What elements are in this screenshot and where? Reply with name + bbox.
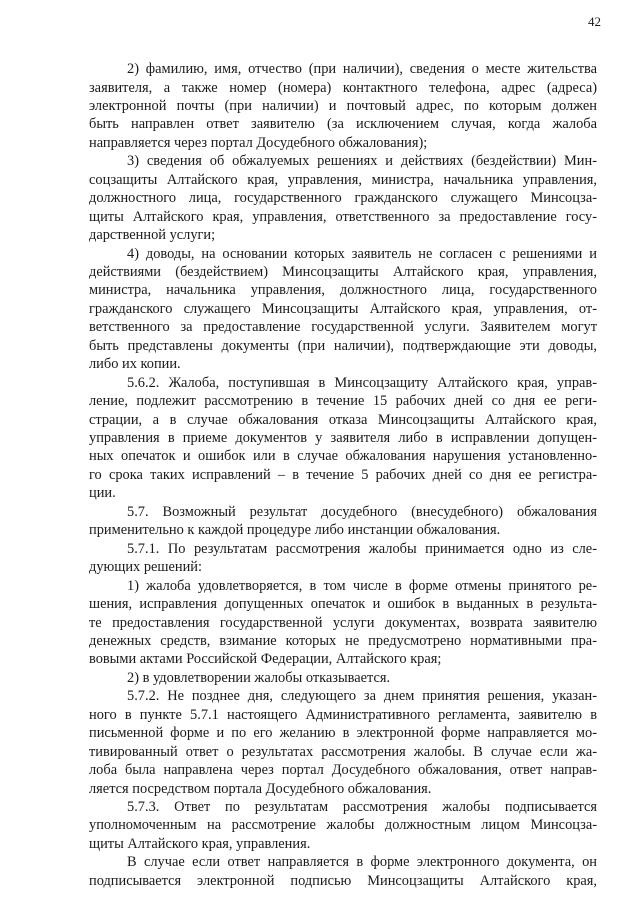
text-line: щиты Алтайского края, управления, ответственного за предоставление госу- [89, 208, 597, 225]
text-line: В случае если ответ направляется в форме электронного документа, он [127, 854, 597, 871]
text-line: уполномоченным на рассмотрение жалобы должностным лицом Минсоцза- [89, 817, 597, 834]
text-line: быть направлен ответ заявителю (за исключением случая, когда жалоба [89, 116, 597, 133]
text-line: дарственной услуги; [89, 227, 216, 243]
text-line: 2) в удовлетворении жалобы отказывается. [127, 669, 391, 686]
text-line: ного в пункте 5.7.1 настоящего Административного регламента, заявителю в [89, 706, 597, 723]
text-line: 5.7.3. Ответ по результатам рассмотрения жалобы подписывается [127, 799, 597, 815]
text-line: го срока таких исправлений – в течение 5 рабочих дней со дня ее регистра- [89, 466, 597, 483]
text-line: страции, а в случае обжалования отказа Минсоцзащиты Алтайского края, [89, 411, 597, 428]
text-line: ных опечаток и ошибок или в случае обжалования нарушения установленно- [89, 448, 597, 465]
text-line: министра, начальника управления, должностного лица, государственного [89, 282, 597, 299]
page-number: 42 [588, 14, 601, 29]
text-line: ляется посредством портала Досудебного обжалования. [89, 780, 432, 797]
text-line: направляется через портал Досудебного обжалования); [89, 134, 428, 151]
text-line: те предоставления государственной услуги документах, возврата заявителю [89, 614, 597, 631]
text-line: 5.6.2. Жалоба, поступившая в Минсоцзащиту Алтайского края, управ- [127, 374, 597, 391]
text-line: 1) жалоба удовлетворяется, в том числе в форме отмены принятого ре- [127, 577, 597, 594]
text-line: действиями (бездействием) Минсоцзащиты Алтайского края, управления, [89, 263, 597, 280]
text-line: либо их копии. [89, 356, 181, 373]
text-line: шения, исправления допущенных опечаток и ошибок в выданных в результа- [89, 596, 597, 612]
text-line: 5.7.1. По результатам рассмотрения жалобы принимается одно из сле- [127, 540, 597, 557]
text-line: ции. [89, 485, 116, 502]
text-line: лоба была направлена через портал Досудебного обжалования, ответ направ- [89, 762, 597, 779]
text-line: применительно к каждой процедуре либо инстанции обжалования. [89, 522, 501, 539]
text-line: 4) доводы, на основании которых заявитель не согласен с решениями и [127, 245, 597, 262]
text-line: вовыми актами Российской Федерации, Алтайского края; [89, 651, 442, 668]
text-line: 2) фамилию, имя, отчество (при наличии), сведения о месте жительства [127, 61, 597, 77]
text-line: подписывается электронной подписью Минсоцзащиты Алтайского края, [89, 872, 597, 889]
text-line: 5.7. Возможный результат досудебного (внесудебного) обжалования [127, 503, 597, 520]
text-line: управления в приеме документов у заявителя либо в исправлении допущен- [89, 430, 597, 446]
text-line: письменной форме и по его желанию в электронной форме направляется мо- [89, 725, 597, 742]
text-line: должностного лица, государственного гражданского служащего Минсоцза- [89, 190, 597, 207]
text-line: ветственного за предоставление государственной услуги. Заявителем могут [89, 319, 597, 336]
text-line: 5.7.2. Не позднее дня, следующего за днем принятия решения, указан- [127, 688, 597, 705]
text-line: 3) сведения об обжалуемых решениях и действиях (бездействии) Мин- [127, 153, 597, 170]
text-line: электронной почты (при наличии) и почтовый адрес, по которым должен [89, 97, 597, 114]
text-line: гражданского служащего Минсоцзащиты Алтайского края, управления, от- [89, 300, 597, 317]
text-line: ление, подлежит рассмотрению в течение 15 рабочих дней со дня ее реги- [89, 393, 597, 410]
text-line: заявителя, а также номер (номера) контактного телефона, адрес (адреса) [89, 79, 597, 96]
text-line: щиты Алтайского края, управления. [89, 835, 311, 852]
text-line: соцзащиты Алтайского края, управления, министра, начальника управления, [89, 171, 597, 188]
text-line: дующих решений: [89, 559, 202, 576]
text-line: тивированный ответ о результатах рассмотрения жалобы. В случае если жа- [89, 743, 597, 760]
text-line: быть представлены документы (при наличии), подтверждающие эти доводы, [89, 337, 597, 354]
text-line: денежных средств, взимание которых не предусмотрено нормативными пра- [89, 632, 597, 649]
